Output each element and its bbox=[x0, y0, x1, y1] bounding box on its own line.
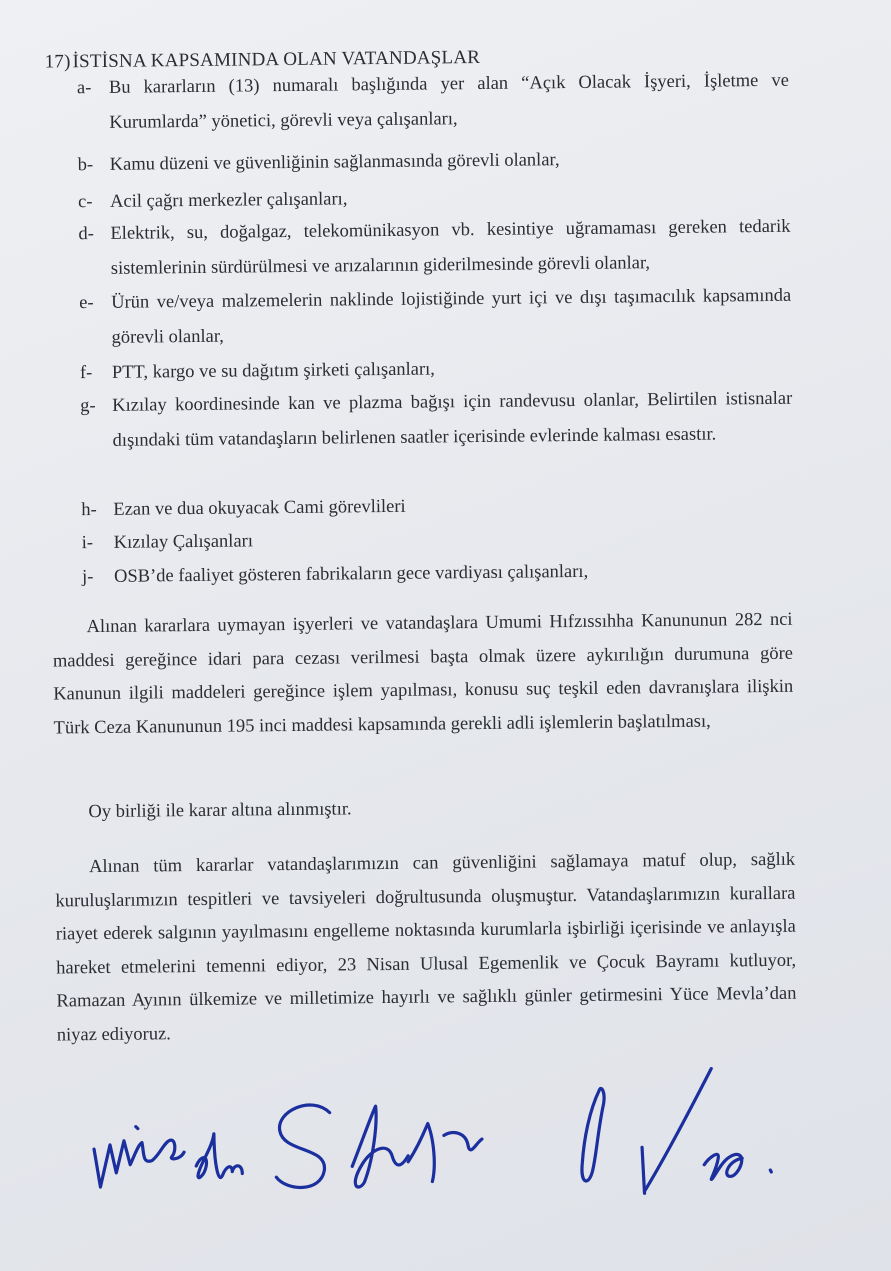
signature-3 bbox=[276, 1103, 483, 1188]
list-item-text: Ezan ve dua okuyacak Cami görevlileri bbox=[113, 496, 406, 520]
list-item-text: Kamu düzeni ve güvenliğinin sağlanmasında görevli olanlar, bbox=[109, 150, 560, 175]
list-item-label: h- bbox=[81, 500, 97, 521]
list-item-label: b- bbox=[77, 155, 94, 176]
list-item-label: j- bbox=[81, 567, 94, 588]
list-item-b bbox=[78, 141, 790, 183]
paragraph-closing: Alınan tüm kararlar vatandaşlarımızın can güvenliğini sağlamaya matuf olup, sağlık kuruluşlarımızın tespitleri ve tavsiyeleri doğrultusunda oluşmuştur. Vatandaşlarımızın kurallara riayet ederek salgının yayılmasını engelleme noktasında kurumlarla işbirliği içerisinde ve anlayışla hareket etmelerini temenni ediyor, 23 Nisan Ulusal Egemenlik ve Çocuk Bayramı kutluyor, Ramazan Ayının ülkemize ve milletimize hayırlı ve sağlıklı günler getirmesini Yüce Mevla’dan niyaz ediyoruz. bbox=[55, 849, 797, 1045]
list-item-text: Acil çağrı merkezler çalışanları, bbox=[110, 189, 348, 212]
list-item-label: g- bbox=[80, 396, 96, 417]
list-item-text: Ürün ve/veya malzemelerin naklinde lojistiğinde yurt içi ve dışı taşımacılık kapsamında görevli olanlar, bbox=[111, 285, 792, 348]
list-item-text: OSB’de faaliyet gösteren fabrikaların gece vardiyası çalışanları, bbox=[113, 561, 589, 587]
list-item-text: Kızılay koordinesinde kan ve plazma bağışı için randevusu olanlar, Belirtilen istisnalar dışındaki tüm vatandaşların belirlenen saatler içerisinde evlerinde kalması esastır. bbox=[112, 388, 793, 451]
list-item-text: Kızılay Çalışanları bbox=[113, 531, 254, 553]
list-item-label: i- bbox=[81, 533, 94, 554]
signature-5 bbox=[641, 1069, 712, 1194]
list-item-label: f- bbox=[79, 363, 93, 384]
signature-4 bbox=[581, 1089, 605, 1181]
signature-2 bbox=[196, 1134, 242, 1178]
list-item-text: Bu kararların (13) numaralı başlığında yer alan “Açık Olacak İşyeri, İşletme ve Kurumlarda” yönetici, görevli veya çalışanları, bbox=[108, 70, 789, 133]
list-item-label: a- bbox=[76, 78, 92, 99]
list-item-j bbox=[82, 553, 794, 595]
list-item-text: PTT, kargo ve su dağıtım şirketi çalışanları, bbox=[111, 359, 435, 383]
paragraph-unanimous: Oy birliği ile karar altına alınmıştır. bbox=[88, 799, 352, 823]
list-item-a bbox=[77, 64, 790, 141]
list-item-e bbox=[79, 279, 792, 356]
list-item-d bbox=[78, 210, 791, 287]
signatures bbox=[71, 1061, 833, 1219]
section-title: İSTİSNA KAPSAMINDA OLAN VATANDAŞLAR bbox=[72, 46, 481, 73]
signature-1 bbox=[94, 1126, 185, 1187]
list-item-g bbox=[80, 382, 793, 459]
signature-6 bbox=[704, 1154, 771, 1180]
list-item-label: d- bbox=[78, 224, 94, 245]
list-item-text: Elektrik, su, doğalgaz, telekomünikasyon vb. kesintiye uğramaması gereken tedarik sistemlerinin sürdürülmesi ve arızalarının giderilmesinde görevli olanlar, bbox=[110, 216, 791, 279]
list-item-label: e- bbox=[79, 293, 94, 314]
paragraph-penalties: Alınan kararlara uymayan işyerleri ve vatandaşlara Umumi Hıfzıssıhha Kanununun 282 nci maddesi gereğince idari para cezası verilmesi başta olmak üzere aykırılığın durumuna göre Kanunun ilgili maddeleri gereğince işlem yapılması, konusu suç teşkil eden davranışlara ilişkin Türk Ceza Kanununun 195 inci maddesi kapsamında gerekli adli işlemlerin başlatılması, bbox=[52, 609, 794, 738]
list-item-label: c- bbox=[78, 192, 93, 213]
section-number: 17) bbox=[44, 51, 71, 73]
